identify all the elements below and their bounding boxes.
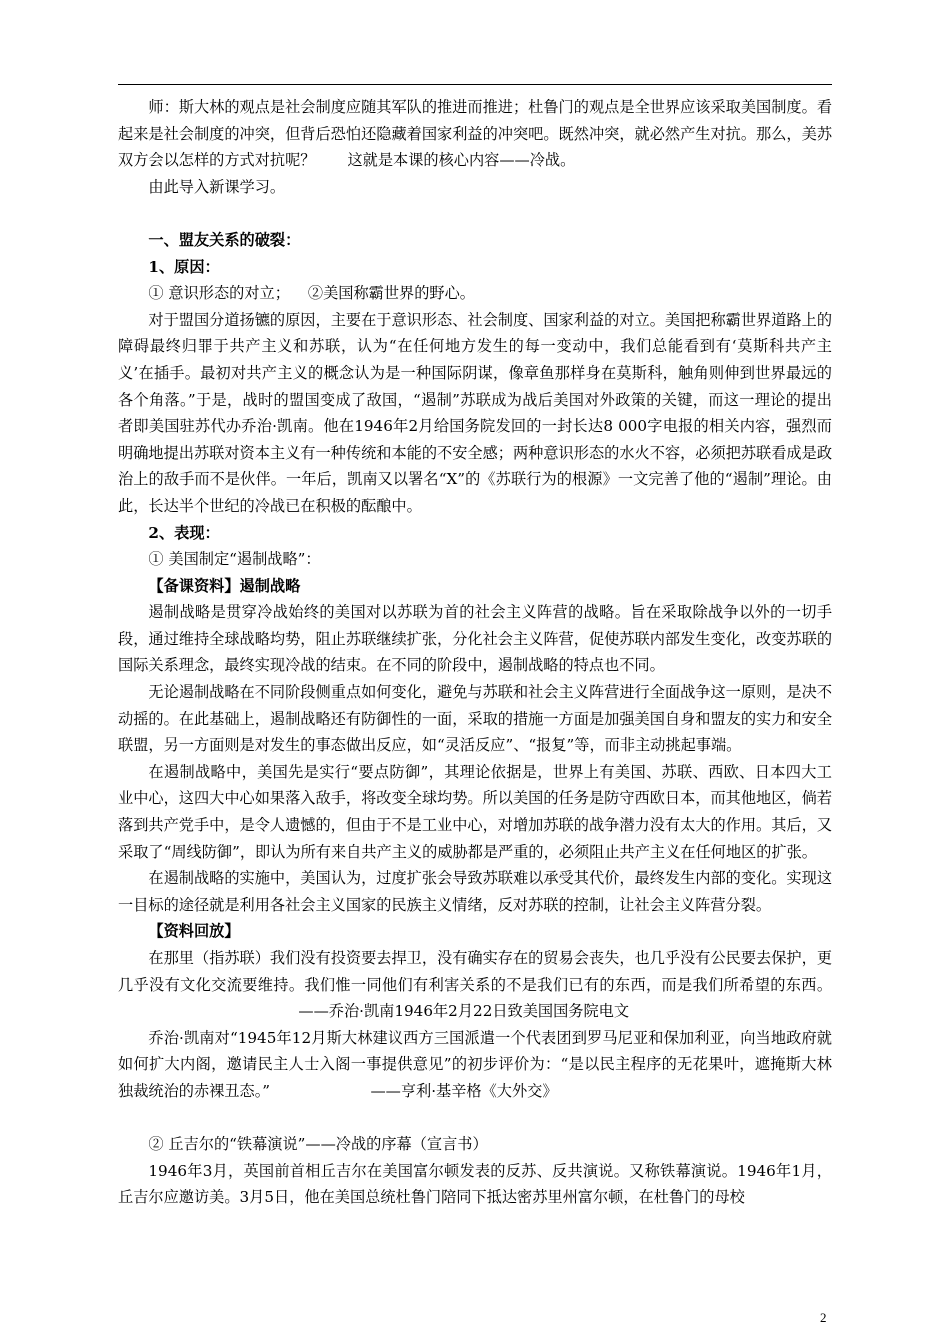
page-number: 2 [820, 1310, 827, 1325]
cause-item-2: ②美国称霸世界的野心。 [307, 284, 475, 303]
material-heading: 【备课资料】遏制战略 [148, 576, 301, 595]
material-paragraph-4: 在遏制战略的实施中，美国认为，过度扩张会导致苏联难以承受其代价，最终发生内部的变化。实现这一目标的途径就是利用各社会主义国家的民族主义情绪，反对苏联的控制，让社会主义阵营分裂。 [118, 869, 832, 914]
material-paragraph-3: 在遏制战略中，美国先是实行“要点防御”，其理论依据是，世界上有美国、苏联、西欧、日本四大工业中心，这四大中心如果落入敌手，将改变全球均势。所以美国的任务是防守西欧日本，而其他地区，倘若落到共产党手中，是令人遗憾的，但由于不是工业中心，对增加苏联的战争潜力没有太大的作用。其后，又采取了“周线防御”，即认为所有来自共产主义的威胁都是严重的，必须阻止共产主义在任何地区的扩张。 [118, 762, 832, 861]
intro-text: 师：斯大林的观点是社会制度应随其军队的推进而推进；杜鲁门的观点是全世界应该采取美国制度。看起来是社会制度的冲突，但背后恐怕还隐藏着国家利益的冲突吧。既然冲突，就必然产生对抗。那么，美苏双方会以怎样的方式对抗呢？ [118, 98, 832, 170]
show-item-2: ② 丘吉尔的“铁幕演说”——冷战的序幕（宣言书） [148, 1135, 488, 1154]
review-source-1: ——乔治·凯南1946年2月22日致美国国务院电文 [298, 1002, 630, 1021]
review-heading: 【资料回放】 [148, 922, 240, 941]
cause-item-1: ① 意识形态的对立； [148, 284, 290, 303]
material-paragraph-1: 遏制战略是贯穿冷战始终的美国对以苏联为首的社会主义阵营的战略。旨在采取除战争以外的一切手段，通过维持全球战略均势，阻止苏联继续扩张，分化社会主义阵营，促使苏联内部发生变化，改变苏联的国际关系理念，最终实现冷战的结束。在不同的阶段中，遏制战略的特点也不同。 [118, 603, 832, 675]
cause-heading: 1、原因： [148, 257, 220, 276]
iron-curtain-text: 1946年3月，英国前首相丘吉尔在美国富尔顿发表的反苏、反共演说。又称铁幕演说。1946年1月，丘吉尔应邀访美。3月5日，他在美国总统杜鲁门陪同下抵达密苏里州富尔顿，在杜鲁门的母校 [118, 1161, 832, 1207]
cause-items [118, 280, 832, 307]
intro-paragraph [118, 94, 832, 174]
intro-tail: 这就是本课的核心内容——冷战。 [347, 151, 576, 170]
intro-transition: 由此导入新课学习。 [148, 177, 286, 196]
cause-text: 对于盟国分道扬镳的原因，主要在于意识形态、社会制度、国家利益的对立。美国把称霸世界道路上的障碍最终归罪于共产主义和苏联，认为“在任何地方发生的每一变动中，我们总能看到有‘莫斯科共产主义’在插手。最初对共产主义的概念认为是一种国际阴谋，像章鱼那样身在莫斯科，触角则伸到世界最远的各个角落。”于是，战时的盟国变成了敌国，“遏制”苏联成为战后美国对外政策的关键，而这一理论的提出者即美国驻苏代办乔治·凯南。他在1946年2月给国务院发回的一封长达8 000字电报的相关内容，强烈而明确地提出苏联对资本主义有一种传统和本能的不安全感；两种意识形态的水火不容，必须把苏联看成是政治上的敌手而不是伙伴。一年后，凯南又以署名“X”的《苏联行为的根源》一文完善了他的“遏制”理论。由此，长达半个世纪的冷战已在积极的酝酿中。 [118, 310, 832, 515]
review-quote-2: 乔治·凯南对“1945年12月斯大林建议西方三国派遣一个代表团到罗马尼亚和保加利亚，向当地政府就如何扩大内阁，邀请民主人士入阁一事提供意见”的初步评价为：“是以民主程序的无花果叶，遮掩斯大林独裁统治的赤裸丑态。” [118, 1028, 832, 1100]
review-quote-1: 在那里（指苏联）我们没有投资要去捍卫，没有确实存在的贸易会丧失，也几乎没有公民要去保护，更几乎没有文化交流要维持。我们惟一同他们有利害关系的不是我们已有的东西，而是我们所希望的东西。 [118, 949, 832, 994]
section-heading: 一、盟友关系的破裂： [148, 230, 301, 249]
review-paragraph-2 [118, 1025, 832, 1105]
show-item-1: ① 美国制定“遏制战略”： [148, 550, 321, 569]
review-paragraph-1 [118, 945, 832, 1025]
material-paragraph-2: 无论遏制战略在不同阶段侧重点如何变化，避免与苏联和社会主义阵营进行全面战争这一原则，是决不动摇的。在此基础上，遏制战略还有防御性的一面，采取的措施一方面是加强美国自身和盟友的实力和安全联盟，另一方面则是对发生的事态做出反应，如“灵活反应”、“报复”等，而非主动挑起事端。 [118, 683, 832, 755]
document-body [118, 94, 832, 1211]
review-source-2: ——亨利·基辛格《大外交》 [370, 1081, 558, 1100]
show-heading: 2、表现： [148, 523, 220, 542]
header-rule [118, 84, 832, 85]
